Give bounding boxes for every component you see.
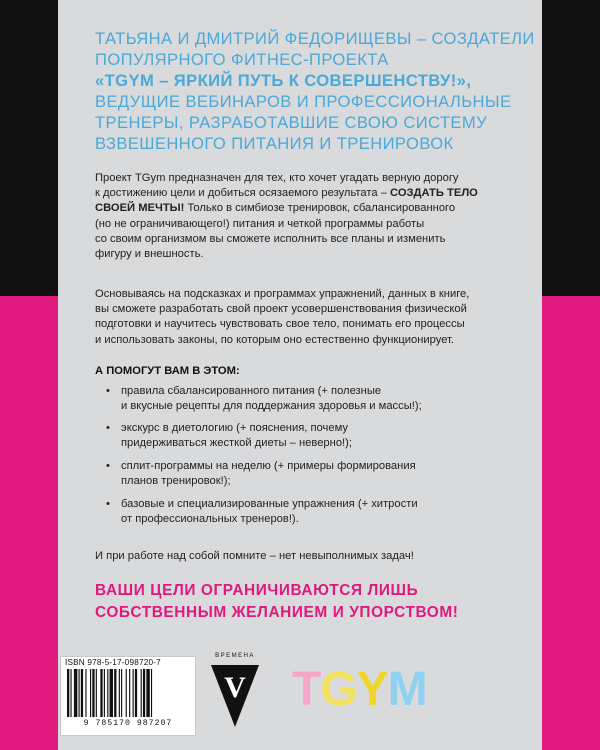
barcode-bar bbox=[107, 669, 108, 717]
list-item-text: правила сбалансированного питания (+ полезные bbox=[121, 385, 382, 397]
headline-line: ВЕДУЩИЕ ВЕБИНАРОВ И ПРОФЕССИОНАЛЬНЫЕ bbox=[95, 92, 512, 111]
bullet-icon: • bbox=[106, 385, 110, 397]
isbn-text: ISBN 978-5-17-098720-7 bbox=[65, 658, 161, 667]
emphasis-text: СОЗДАТЬ ТЕЛО bbox=[390, 187, 478, 200]
list-item-text: от профессиональных тренеров!). bbox=[121, 513, 299, 526]
barcode-bar bbox=[92, 669, 94, 717]
paragraph-text: Только в симбиозе тренировок, сбалансированного bbox=[184, 202, 456, 215]
barcode-bar bbox=[100, 669, 102, 717]
list-item-text: и вкусные рецепты для поддержания здоровья и массы!); bbox=[121, 400, 422, 413]
help-heading: А ПОМОГУТ ВАМ В ЭТОМ: bbox=[95, 365, 240, 377]
barcode-bar bbox=[74, 669, 77, 717]
paragraph-text: к достижению цели и добиться осязаемого результата – bbox=[95, 187, 391, 200]
barcode-icon bbox=[65, 669, 191, 719]
publisher-name: ВРЕМЕНА bbox=[215, 653, 255, 659]
authors-headline bbox=[95, 28, 535, 154]
barcode-bar bbox=[67, 669, 69, 717]
barcode-bar bbox=[85, 669, 86, 717]
slogan-line: СОБСТВЕННЫМ ЖЕЛАНИЕМ И УПОРСТВОМ! bbox=[95, 604, 459, 621]
second-paragraph bbox=[95, 287, 523, 348]
paragraph-line: Проект TGym предназначен для тех, кто хочет угадать верную дорогу bbox=[95, 172, 459, 184]
barcode-block bbox=[60, 656, 196, 736]
barcode-bar bbox=[96, 669, 97, 717]
list-item-text: сплит-программы на неделю (+ примеры формирования bbox=[121, 460, 416, 472]
intro-paragraph bbox=[95, 171, 523, 262]
barcode-bar bbox=[143, 669, 145, 717]
tgym-logo bbox=[292, 664, 427, 716]
paragraph-line: Основываясь на подсказках и программах упражнений, данных в книге, bbox=[95, 288, 470, 300]
barcode-bar bbox=[133, 669, 134, 717]
barcode-bar bbox=[146, 669, 149, 717]
paragraph-line: подготовки и научитесь чувствовать свое тело, понимать его процессы bbox=[95, 318, 465, 331]
paragraph-line bbox=[95, 201, 523, 216]
barcode-bar bbox=[110, 669, 113, 717]
paragraph-line: фигуру и внешность. bbox=[95, 248, 204, 261]
bullet-icon: • bbox=[106, 498, 110, 510]
headline-line: ВЗВЕШЕННОГО ПИТАНИЯ И ТРЕНИРОВОК bbox=[95, 134, 454, 153]
paragraph-line: (но не ограничивающего!) питания и четкой программы работы bbox=[95, 217, 425, 230]
barcode-bar bbox=[119, 669, 120, 717]
barcode-bar bbox=[81, 669, 83, 717]
barcode-bar bbox=[135, 669, 137, 717]
slogan-line: ВАШИ ЦЕЛИ ОГРАНИЧИВАЮТСЯ ЛИШЬ bbox=[95, 582, 419, 599]
tgym-letter: M bbox=[387, 663, 427, 716]
barcode-bar bbox=[90, 669, 91, 717]
paragraph-line: вы сможете разработать свой проект усовершенствования физической bbox=[95, 303, 467, 316]
bullet-icon: • bbox=[106, 422, 110, 434]
paragraph-line: и использовать законы, по которым оно естественно функционирует. bbox=[95, 333, 455, 346]
barcode-bar bbox=[79, 669, 80, 717]
tgym-letter: T bbox=[292, 663, 321, 716]
publisher-logo-icon bbox=[205, 653, 265, 729]
tgym-letter: Y bbox=[356, 663, 388, 716]
closing-line: И при работе над собой помните – нет невыполнимых задач! bbox=[95, 550, 414, 562]
barcode-bar bbox=[121, 669, 122, 717]
tgym-letter: G bbox=[320, 663, 357, 716]
headline-line: ТАТЬЯНА И ДМИТРИЙ ФЕДОРИЩЕВЫ – СОЗДАТЕЛИ bbox=[95, 29, 535, 48]
barcode-bar bbox=[151, 669, 152, 717]
publisher-logo-letter: V bbox=[224, 671, 246, 704]
bullet-icon: • bbox=[106, 460, 110, 472]
list-item-text: базовые и специализированные упражнения (+ хитрости bbox=[121, 498, 418, 510]
slogan bbox=[95, 580, 535, 624]
barcode-bar bbox=[126, 669, 127, 717]
paragraph-line: со своим организмом вы сможете исполнить все планы и изменить bbox=[95, 232, 446, 245]
barcode-bar bbox=[114, 669, 116, 717]
barcode-bar bbox=[129, 669, 130, 717]
emphasis-text: СВОЕЙ МЕЧТЫ! bbox=[95, 202, 185, 215]
paragraph-line bbox=[95, 186, 523, 201]
barcode-bar bbox=[141, 669, 142, 717]
list-item-text: планов тренировок!); bbox=[121, 475, 231, 488]
list-item-text: придерживаться жесткой диеты – неверно!); bbox=[121, 437, 352, 450]
barcode-number: 9 785170 987207 bbox=[83, 719, 173, 728]
list-item-text: экскурс в диетологию (+ пояснения, почему bbox=[121, 422, 348, 434]
headline-line: ТРЕНЕРЫ, РАЗРАБОТАВШИЕ СВОЮ СИСТЕМУ bbox=[95, 113, 488, 132]
barcode-bar bbox=[70, 669, 71, 717]
headline-line: ПОПУЛЯРНОГО ФИТНЕС-ПРОЕКТА bbox=[95, 50, 389, 69]
barcode-bar bbox=[104, 669, 105, 717]
headline-project-title: «TGYM – ЯРКИЙ ПУТЬ К СОВЕРШЕНСТВУ!», bbox=[95, 71, 472, 90]
